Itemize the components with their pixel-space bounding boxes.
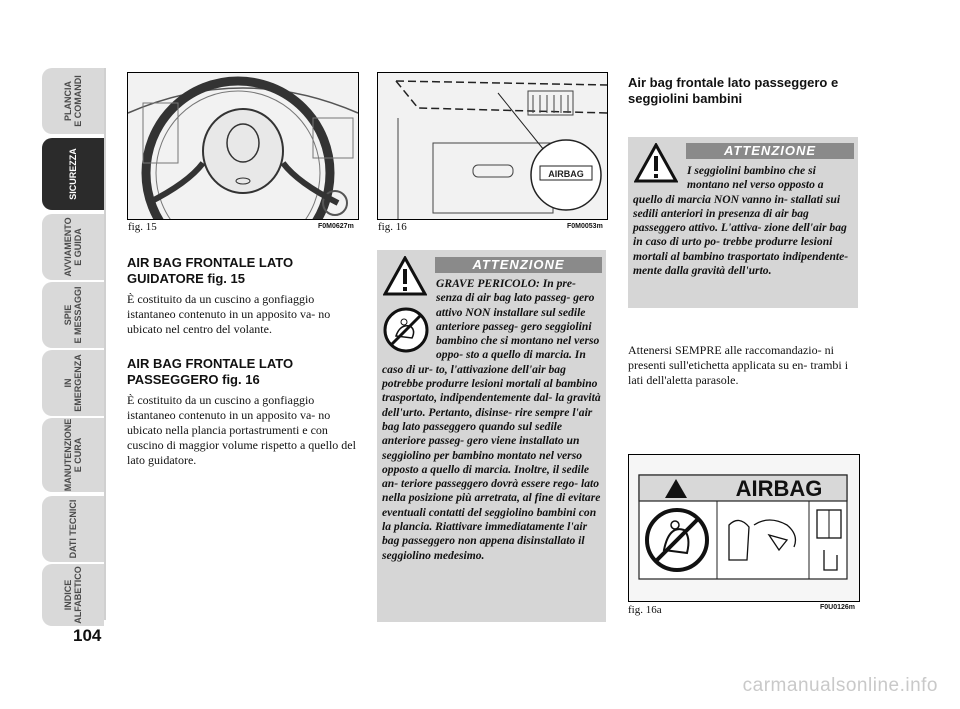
tab-sicurezza[interactable] (42, 138, 104, 210)
warning-body: I seggiolini bambino che si montano nel verso opposto a quello di marcia NON vanno in- stallati sui sedili anteriori in presenza di air bag passeggero attivo. L'attiva- zione dell'air bag in caso di urto po- trebbe produrre lesioni mortali al bambino trasportato indipendente- mente dalla gravità dell'urto. (633, 164, 849, 278)
warning-text (633, 164, 855, 278)
figure-airbag-label (628, 454, 860, 602)
figure-passenger-dashboard (377, 72, 608, 220)
heading-airbag-seggiolini: Air bag frontale lato passeggero e seggiolini bambini (628, 75, 839, 106)
text-wrap-spacer (633, 164, 687, 188)
warning-body: GRAVE PERICOLO: In pre- senza di air bag lato passeg- gero attivo NON installare sul sedile anteriore passeg- gero seggiolini bambino che si montano nel verso oppo- sto a quello di marcia. In caso di ur- to, l'attivazione dell'air bag potrebbe produrre lesioni mortali al bambino trasportato, indipendentemente dal- la gravità dell'urto. Pertanto, disinse- rire sempre l'air bag lato passeggero quando sul sedile anteriore passeg- gero viene installato un seggiolino per bambino montato nel verso opposto a quello di marcia. Inoltre, il sedile an- teriore passeggero dovrà essere rego- lato nella posizione più arretrata, al fine di evitare eventuali contatti del seggiolino bambini con la plancia. Riattivare immediatamente l'air bag passeggero non appena disinstallato il seggiolino medesimo. (382, 277, 601, 562)
airbag-emblem-text: AIRBAG (548, 169, 584, 179)
tab-manutenzione[interactable] (42, 418, 104, 492)
text-airbag-passeggero: È costituito da un cuscino a gonfiaggio istantaneo contenuto in un apposito va- no ubicato nella plancia portastrumenti e con cuscino di maggior volume rispetto a quello del lato guidatore. (127, 393, 356, 467)
warning-box-grave-pericolo (377, 250, 606, 622)
tab-divider-line (104, 68, 106, 620)
heading-airbag-guidatore: AIR BAG FRONTALE LATO GUIDATORE fig. 15 (127, 255, 294, 286)
dashboard-drawing (378, 73, 607, 219)
steering-wheel-drawing (128, 73, 358, 219)
fig15-code: F0M0627m (318, 223, 354, 230)
tab-label: AVVIAMENTO E GUIDA (63, 217, 83, 277)
warning-title: ATTENZIONE (686, 143, 854, 159)
warning-title: ATTENZIONE (435, 257, 602, 273)
page-number: 104 (73, 626, 102, 645)
text-attenersi: Attenersi SEMPRE alle raccomandazio- ni presenti sull'etichetta applicata su en- trambi i lati dell'aletta parasole. (628, 343, 849, 387)
fig15-label: fig. 15 (128, 221, 157, 233)
tab-avviamento[interactable] (42, 214, 104, 280)
tab-label: IN EMERGENZA (63, 354, 83, 412)
warning-box-seggiolini (628, 137, 858, 308)
fig16-code: F0M0053m (567, 223, 603, 230)
tab-label: SPIE E MESSAGGI (63, 286, 83, 344)
text-wrap-spacer (382, 277, 436, 359)
fig16-label: fig. 16 (378, 221, 407, 233)
watermark: carmanualsonline.info (742, 675, 938, 696)
warning-text (382, 277, 603, 563)
text-airbag-guidatore: È costituito da un cuscino a gonfiaggio istantaneo contenuto in un apposito va- no ubicato nel centro del volante. (127, 292, 331, 336)
fig16a-label: fig. 16a (628, 604, 662, 616)
sticker-airbag-text: AIRBAG (735, 476, 823, 501)
fig16a-code: F0U0126m (820, 604, 856, 611)
figure-steering-wheel (127, 72, 359, 220)
tab-label: MANUTENZIONE E CURA (63, 418, 83, 492)
heading-airbag-passeggero: AIR BAG FRONTALE LATO PASSEGGERO fig. 16 (127, 356, 294, 387)
tab-indice[interactable] (42, 564, 104, 626)
tab-label: INDICE ALFABETICO (63, 566, 83, 624)
tab-label: PLANCIA E COMANDI (63, 75, 83, 127)
tab-plancia[interactable] (42, 68, 104, 134)
tab-dati-tecnici[interactable] (42, 496, 104, 562)
tab-label: DATI TECNICI (68, 499, 78, 559)
tab-emergenza[interactable] (42, 350, 104, 416)
airbag-sticker-drawing (629, 455, 859, 601)
tab-spie[interactable] (42, 282, 104, 348)
tab-label: SICUREZZA (68, 148, 78, 200)
